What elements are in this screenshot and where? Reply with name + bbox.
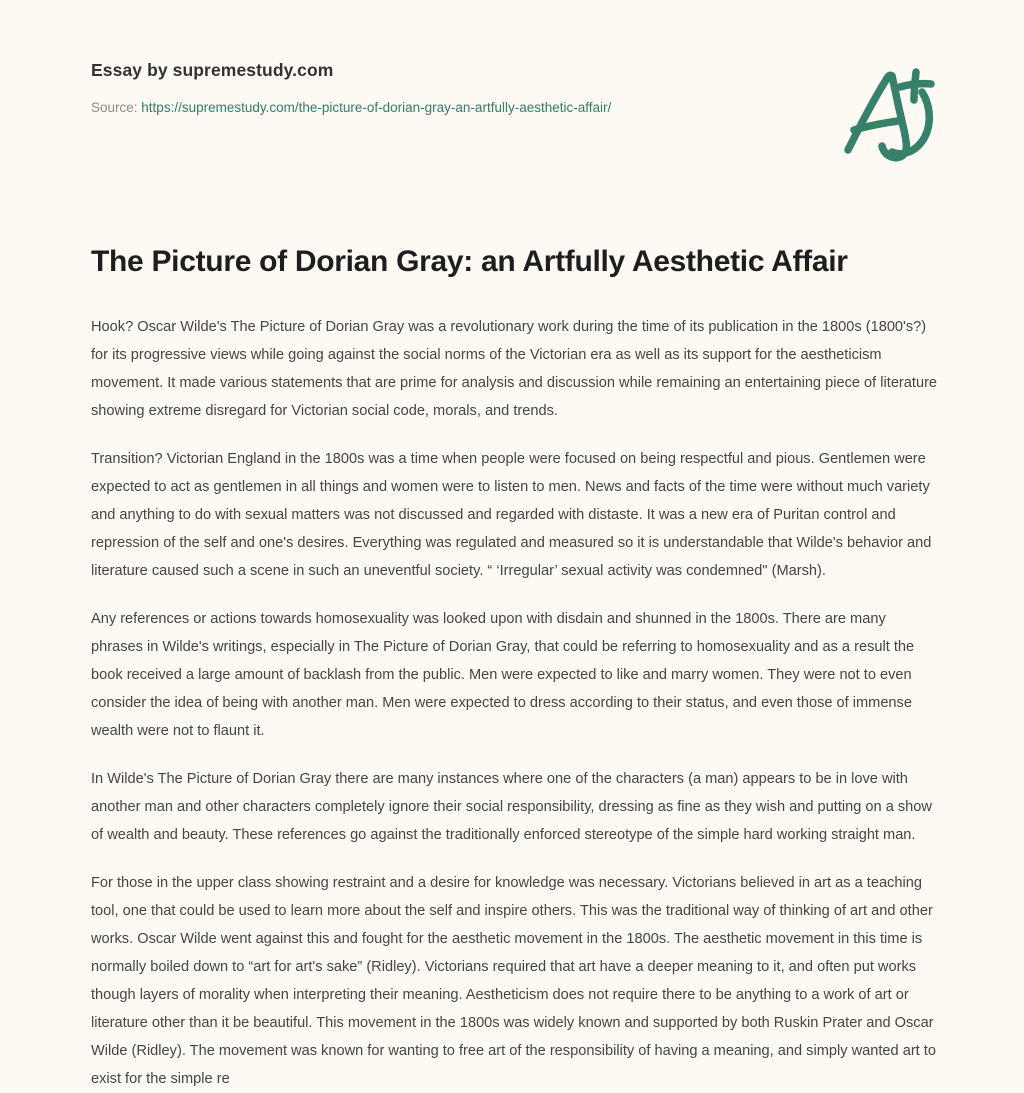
paragraph: Any references or actions towards homosexuality was looked upon with disdain and shunned in the 1800s. There are many phrases in Wilde's writings, especially in The Picture of Dorian Gray, that could be referring to homosexuality and as a result the book received a large amount of backlash from the public. Men were expected to like and marry women. They were not to even consider the idea of being with another man. Men were expected to dress according to their status, and even those of immense wealth were not to flaunt it. <box>91 611 915 739</box>
source-line <box>91 99 951 117</box>
brand-byline: Essay by supremestudy.com <box>91 60 334 80</box>
a-plus-logo[interactable] <box>828 52 950 174</box>
paragraph: Transition? Victorian England in the 1800s was a time when people were focused on being respectful and pious. Gentlemen were expected to act as gentlemen in all things and women were to listen to men. News and facts of the time were without much variety and anything to do with sexual matters was not discussed and regarded with distaste. It was a new era of Puritan control and repression of the self and one's desires. Everything was regulated and measured so it is understandable that Wilde's behavior and literature caused such a scene in such an uneventful society. “ ‘Irregular’ sexual activity was condemned" (Marsh). <box>91 451 932 579</box>
essay-body <box>91 313 940 1093</box>
page-header <box>91 60 951 117</box>
source-label: Source: <box>91 100 138 115</box>
source-url-link[interactable]: https://supremestudy.com/the-picture-of-dorian-gray-an-artfully-aesthetic-affair/ <box>141 100 612 115</box>
page-title: The Picture of Dorian Gray: an Artfully Aesthetic Affair <box>91 245 848 278</box>
a-plus-logo-icon <box>828 52 950 174</box>
paragraph: Hook? Oscar Wilde's The Picture of Dorian Gray was a revolutionary work during the time of its publication in the 1800s (1800's?) for its progressive views while going against the social norms of the Victorian era as well as its support for the aestheticism movement. It made various statements that are prime for analysis and discussion while remaining an entertaining piece of literature showing extreme disregard for Victorian social code, morals, and trends. <box>91 319 938 419</box>
paragraph: In Wilde's The Picture of Dorian Gray there are many instances where one of the characters (a man) appears to be in love with another man and other characters completely ignore their social responsibility, dressing as fine as they wish and putting on a show of wealth and beauty. These references go against the traditionally enforced stereotype of the simple hard working straight man. <box>91 771 932 843</box>
paragraph: For those in the upper class showing restraint and a desire for knowledge was necessary. Victorians believed in art as a teaching tool, one that could be used to learn more about the self and inspire others. This was the traditional way of thinking of art and other works. Oscar Wilde went against this and fought for the aesthetic movement in the 1800s. The aesthetic movement in this time is normally boiled down to “art for art's sake” (Ridley). Victorians required that art have a deeper meaning to it, and often put works though layers of morality when interpreting their meaning. Aestheticism does not require there to be anything to a work of art or literature other than it be beautiful. This movement in the 1800s was widely known and supported by both Ruskin Prater and Oscar Wilde (Ridley). The movement was known for wanting to free art of the responsibility of having a meaning, and simply wanted art to exist for the simple re <box>91 875 936 1087</box>
